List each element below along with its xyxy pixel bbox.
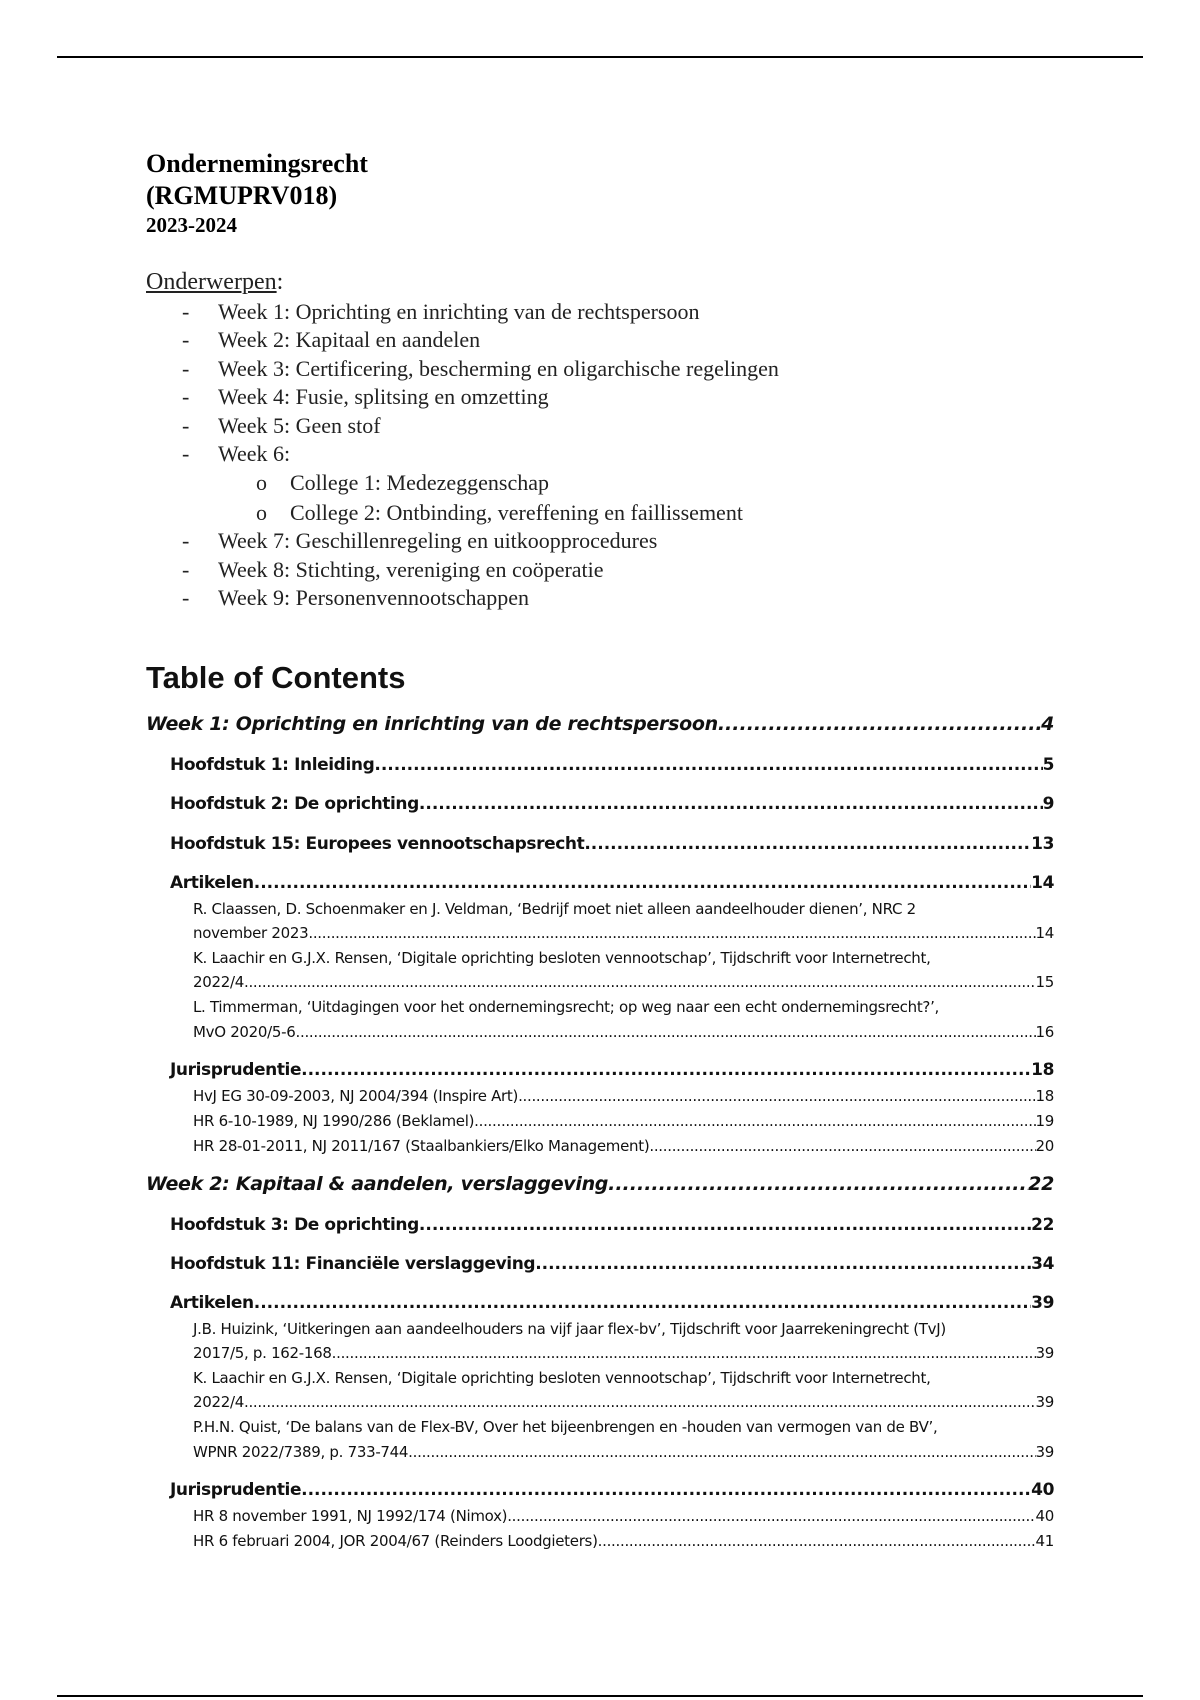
- toc-entry-artikelen-week-1[interactable]: Artikelen ..... 14: [170, 873, 1054, 893]
- toc-entry-artikelen-week-2[interactable]: Artikelen ..... 39: [170, 1293, 1054, 1313]
- toc-article-claassen-line-1: R. Claassen, D. Schoenmaker en J. Veldman, ‘Bedrijf moet niet alleen aandeelhouder dienen’, NRC 2: [193, 900, 916, 918]
- topics-heading: Onderwerpen:: [146, 269, 284, 295]
- toc-entry-beklamel[interactable]: HR 6-10-1989, NJ 1990/286 (Beklamel) ..... 19: [193, 1112, 1054, 1130]
- toc-article-quist-line-1: P.H.N. Quist, ‘De balans van de Flex-BV, Over het bijeenbrengen en -houden van vermogen van de BV’,: [193, 1418, 938, 1436]
- topic-week-7: - Week 7: Geschillenregeling en uitkoopprocedures: [146, 527, 779, 555]
- topic-week-6: - Week 6:: [146, 440, 779, 468]
- topic-week-3: - Week 3: Certificering, bescherming en oligarchische regelingen: [146, 355, 779, 383]
- toc-article-huizink-line-1: J.B. Huizink, ‘Uitkeringen aan aandeelhouders na vijf jaar flex-bv’, Tijdschrift voor Jaarrekeningrecht (TvJ): [193, 1320, 946, 1338]
- toc-entry-week-1[interactable]: Week 1: Oprichting en inrichting van de rechtspersoon ..... 4: [146, 713, 1054, 735]
- toc-article-timmerman-line-1: L. Timmerman, ‘Uitdagingen voor het ondernemingsrecht; op weg naar een echt ondernemingsrecht?’,: [193, 998, 940, 1016]
- toc-article-laachir-line-1: K. Laachir en G.J.X. Rensen, ‘Digitale oprichting besloten vennootschap’, Tijdschrift voor Internetrecht,: [193, 949, 931, 967]
- topic-week-5: - Week 5: Geen stof: [146, 412, 779, 440]
- toc-article-laachir-2-line-1: K. Laachir en G.J.X. Rensen, ‘Digitale oprichting besloten vennootschap’, Tijdschrift voor Internetrecht,: [193, 1369, 931, 1387]
- toc-entry-article-claassen[interactable]: november 2023 ..... 14: [193, 924, 1054, 942]
- topics-section: [146, 266, 779, 613]
- topic-week-4: - Week 4: Fusie, splitsing en omzetting: [146, 383, 779, 411]
- toc-entry-nimox[interactable]: HR 8 november 1991, NJ 1992/174 (Nimox) ..... 40: [193, 1507, 1054, 1525]
- topic-week-6-college-2: o College 2: Ontbinding, vereffening en faillissement: [146, 498, 779, 528]
- toc-entry-hoofdstuk-1[interactable]: Hoofdstuk 1: Inleiding ..... 5: [170, 755, 1054, 775]
- bottom-rule: [57, 1695, 1143, 1697]
- toc-entry-article-laachir-2[interactable]: 2022/4 ..... 39: [193, 1393, 1054, 1411]
- toc-entry-article-huizink[interactable]: 2017/5, p. 162-168 ..... 39: [193, 1344, 1054, 1362]
- toc-entry-article-laachir[interactable]: 2022/4 ..... 15: [193, 973, 1054, 991]
- document-header: [146, 148, 368, 238]
- toc-entry-week-2[interactable]: Week 2: Kapitaal & aandelen, verslaggeving ..... 22: [146, 1173, 1054, 1195]
- topic-week-9: - Week 9: Personenvennootschappen: [146, 584, 779, 612]
- toc-entry-jurisprudentie-week-1[interactable]: Jurisprudentie ..... 18: [170, 1060, 1054, 1080]
- toc-entry-jurisprudentie-week-2[interactable]: Jurisprudentie ..... 40: [170, 1480, 1054, 1500]
- topics-list: [146, 298, 779, 613]
- toc-entry-hoofdstuk-15[interactable]: Hoofdstuk 15: Europees vennootschapsrecht ..... 13: [170, 834, 1054, 854]
- toc-entry-hoofdstuk-2[interactable]: Hoofdstuk 2: De oprichting ..... 9: [170, 794, 1054, 814]
- topic-week-2: - Week 2: Kapitaal en aandelen: [146, 326, 779, 354]
- toc-entry-article-quist[interactable]: WPNR 2022/7389, p. 733-744 ..... 39: [193, 1443, 1054, 1461]
- topic-week-6-college-1: o College 1: Medezeggenschap: [146, 468, 779, 498]
- academic-year: 2023-2024: [146, 213, 237, 237]
- toc-entry-hoofdstuk-3[interactable]: Hoofdstuk 3: De oprichting ..... 22: [170, 1215, 1054, 1235]
- course-title: Ondernemingsrecht: [146, 149, 368, 178]
- topic-week-8: - Week 8: Stichting, vereniging en coöperatie: [146, 556, 779, 584]
- course-code: (RGMUPRV018): [146, 181, 338, 210]
- toc-entry-hoofdstuk-11[interactable]: Hoofdstuk 11: Financiële verslaggeving ..... 34: [170, 1254, 1054, 1274]
- toc-entry-reinders-loodgieters[interactable]: HR 6 februari 2004, JOR 2004/67 (Reinders Loodgieters) ..... 41: [193, 1532, 1054, 1550]
- toc-entry-article-timmerman[interactable]: MvO 2020/5-6 ..... 16: [193, 1023, 1054, 1041]
- top-rule: [57, 56, 1143, 58]
- toc-entry-staalbankiers[interactable]: HR 28-01-2011, NJ 2011/167 (Staalbankiers/Elko Management) ..... 20: [193, 1137, 1054, 1155]
- toc-entry-inspire-art[interactable]: HvJ EG 30-09-2003, NJ 2004/394 (Inspire Art) ..... 18: [193, 1087, 1054, 1105]
- topic-week-1: - Week 1: Oprichting en inrichting van de rechtspersoon: [146, 298, 779, 326]
- toc-title: Table of Contents: [146, 660, 406, 695]
